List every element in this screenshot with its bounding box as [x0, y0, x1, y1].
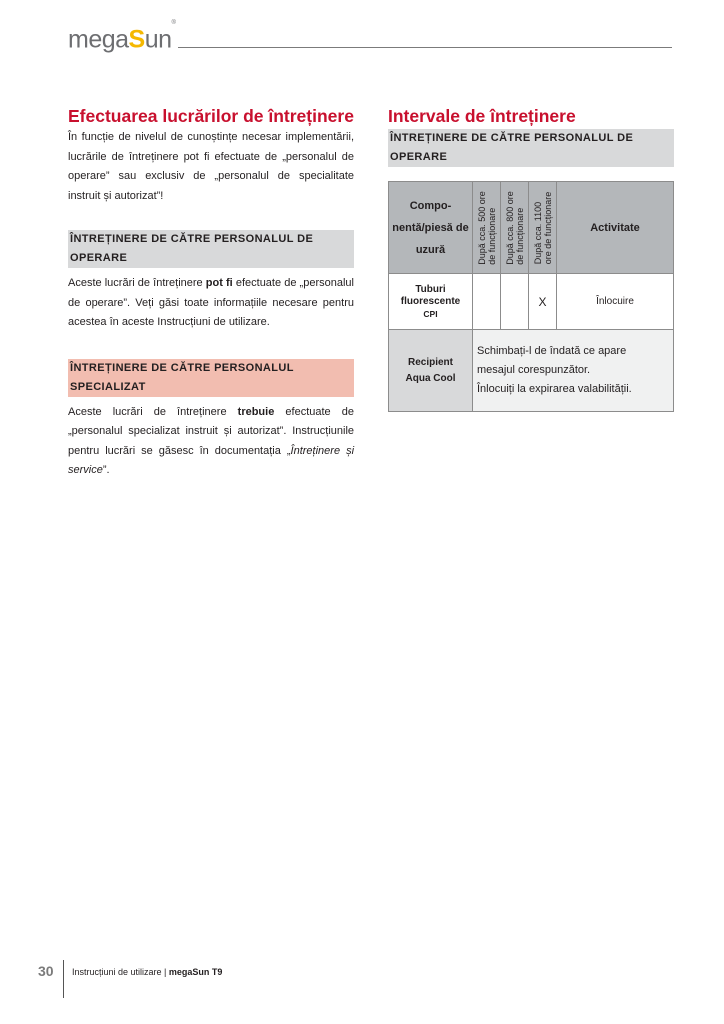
logo-text-mega: mega	[68, 25, 129, 54]
header-1100h: După cca. 1100 ore de funcționare	[529, 182, 557, 274]
registered-mark: ®	[171, 20, 176, 26]
specialist-maintenance-paragraph: Aceste lucrări de întreținere trebuie efectuate de „personalul specializat instruit și autorizat”. Instrucțiunile pentru lucrări se găsesc în documentația „Întreținere și service”.	[68, 405, 355, 476]
row-component-aqua-cool: Recipient Aqua Cool	[389, 330, 473, 412]
header-800h: După cca. 800 ore de funcționare	[501, 182, 529, 274]
maintenance-intervals-table	[388, 181, 674, 412]
table-row	[389, 274, 674, 330]
section-title-maintenance-intervals: Intervale de întreținere	[388, 106, 576, 126]
section-title-maintenance-work: Efectuarea lucrărilor de întreținere	[68, 106, 354, 126]
heading-operator-intervals: ÎNTREȚINERE DE CĂTRE PERSONALUL DE OPERARE	[388, 129, 674, 167]
page-number: 30	[38, 963, 54, 979]
heading-specialist-maintenance: ÎNTREȚINERE DE CĂTRE PERSONALUL SPECIALIZAT	[68, 359, 354, 397]
logo-text-s: S	[128, 25, 145, 54]
header-activity: Activitate	[557, 182, 674, 274]
intro-paragraph: În funcție de nivelul de cunoștințe necesar implementării, lucrările de întreținere pot fi efectuate de „personalul de operare” sau exclusiv de „personalul de specialitate instruit și autorizat”!	[68, 131, 354, 202]
footer-doc-title: Instrucțiuni de utilizare | megaSun T9	[72, 967, 223, 977]
table-row	[389, 330, 674, 412]
cell-aqua-cool-note: Schimbați-l de îndată ce apare mesajul corespunzător. Înlocuiți la expirarea valabilității.	[473, 330, 674, 412]
cell-500h	[473, 274, 501, 330]
cell-1100h: X	[529, 274, 557, 330]
left-column	[68, 105, 354, 481]
header-rule	[178, 47, 672, 48]
table-header-row	[389, 182, 674, 274]
header-500h: După cca. 500 ore de funcționare	[473, 182, 501, 274]
operator-maintenance-paragraph: Aceste lucrări de întreținere pot fi efectuate de „personalul de operare”. Veți găsi toate informațiile necesare pentru acestea în aceste Instrucțiuni de utilizare.	[68, 277, 354, 328]
right-column	[388, 105, 674, 412]
megasun-logo	[68, 22, 175, 54]
heading-operator-maintenance: ÎNTREȚINERE DE CĂTRE PERSONALUL DE OPERARE	[68, 230, 354, 268]
header-component: Compo- nentă/piesă de uzură	[389, 182, 473, 274]
cell-activity: Înlocuire	[557, 274, 674, 330]
logo-text-un: un	[144, 25, 172, 54]
row-component-fluorescent-tubes: Tuburi fluorescente CPI	[389, 274, 473, 330]
footer-rule	[63, 960, 64, 998]
cell-800h	[501, 274, 529, 330]
